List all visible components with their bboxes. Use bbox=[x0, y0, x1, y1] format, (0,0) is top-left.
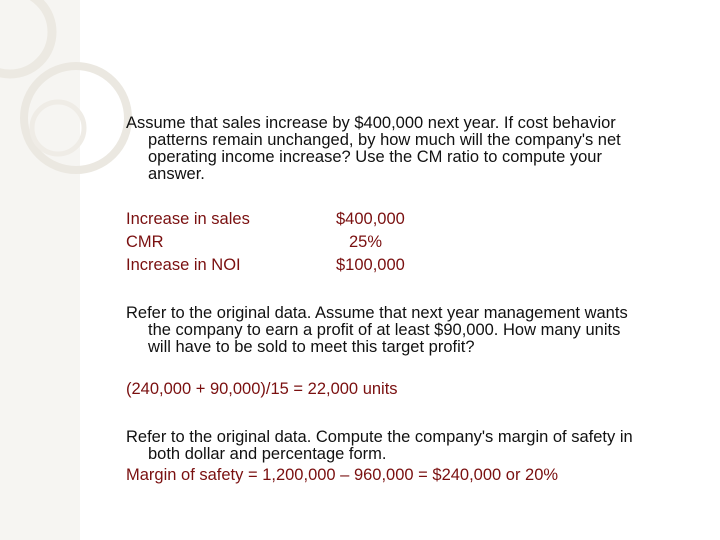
question-1-line: answer. bbox=[148, 165, 205, 183]
question-1-line: operating income increase? Use the CM ratio to compute your bbox=[148, 148, 602, 166]
decorative-ring-small bbox=[32, 102, 84, 154]
calc-label: CMR bbox=[126, 233, 164, 251]
question-2-line: Refer to the original data. Assume that next year management wants bbox=[126, 304, 628, 322]
question-3-line: both dollar and percentage form. bbox=[148, 445, 387, 463]
calc-value: 25% bbox=[349, 233, 383, 251]
answer-3: Margin of safety = 1,200,000 – 960,000 = $240,000 or 20% bbox=[126, 466, 559, 484]
decorative-ring-medium bbox=[24, 66, 128, 170]
question-2-line: the company to earn a profit of at least $90,000. How many units bbox=[148, 321, 621, 339]
calc-value: $100,000 bbox=[336, 256, 405, 274]
calc-value: $400,000 bbox=[336, 210, 405, 228]
question-1-line: patterns remain unchanged, by how much will the company's net bbox=[148, 131, 621, 149]
question-3-line: Refer to the original data. Compute the company's margin of safety in bbox=[126, 428, 633, 446]
answer-2: (240,000 + 90,000)/15 = 22,000 units bbox=[126, 380, 398, 398]
calc-label: Increase in NOI bbox=[126, 256, 241, 274]
calc-label: Increase in sales bbox=[126, 210, 250, 228]
slide-content bbox=[126, 0, 716, 540]
question-1-line: Assume that sales increase by $400,000 next year. If cost behavior bbox=[126, 114, 616, 132]
question-2-line: will have to be sold to meet this target profit? bbox=[148, 338, 475, 356]
decorative-ring-large bbox=[0, 0, 52, 74]
